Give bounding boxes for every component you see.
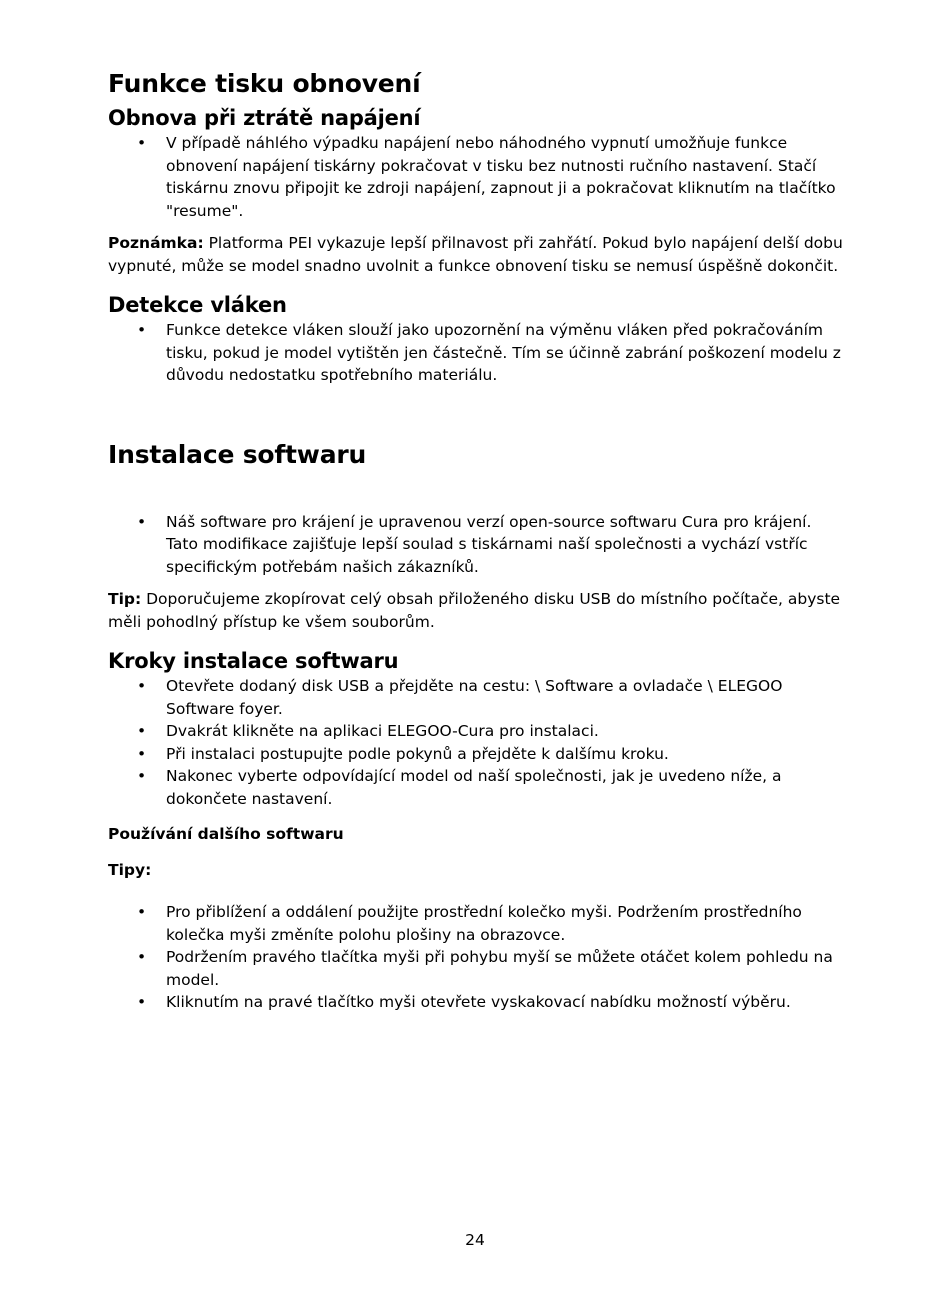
list-item: • Otevřete dodaný disk USB a přejděte na cestu: \ Software a ovladače \ ELEGOO Software foyer. <box>108 675 843 720</box>
software-list <box>108 511 843 579</box>
page-number: 24 <box>465 1231 485 1249</box>
subsection-title-filament: Detekce vláken <box>108 293 287 317</box>
subsection-title-power-loss: Obnova při ztrátě napájení <box>108 106 421 130</box>
list-item: • V případě náhlého výpadku napájení nebo náhodného vypnutí umožňuje funkce obnovení napájení tiskárny pokračovat v tisku bez nutnosti ručního nastavení. Stačí tiskárnu znovu připojit ke zdroji napájení, zapnout ji a pokračovat kliknutím na tlačítko "resume". <box>108 132 843 222</box>
tips-list <box>108 901 843 1014</box>
tip-text: Doporučujeme zkopírovat celý obsah přiloženého disku USB do místního počítače, abyste měli pohodlný přístup ke všem souborům. <box>108 590 841 631</box>
list-item: • Nakonec vyberte odpovídající model od naší společnosti, jak je uvedeno níže, a dokončete nastavení. <box>108 765 843 810</box>
list-item: • Dvakrát klikněte na aplikaci ELEGOO-Cura pro instalaci. <box>108 720 843 743</box>
power-loss-list <box>108 132 843 222</box>
page-content <box>108 68 843 1014</box>
note-label: Poznámka: <box>108 234 204 252</box>
list-item: • Náš software pro krájení je upravenou verzí open-source softwaru Cura pro krájení. Tato modifikace zajišťuje lepší soulad s tiskárnami naší společnosti a vychází vstříc specifickým potřebám našich zákazníků. <box>108 511 843 579</box>
note-text: Platforma PEI vykazuje lepší přilnavost při zahřátí. Pokud bylo napájení delší dobu vypnuté, může se model snadno uvolnit a funkce obnovení tisku se nemusí úspěšně dokončit. <box>108 234 843 275</box>
section-title-software: Instalace softwaru <box>108 439 367 469</box>
list-item: • Při instalaci postupujte podle pokynů a přejděte k dalšímu kroku. <box>108 743 843 766</box>
note-paragraph <box>108 232 843 277</box>
tip-label: Tip: <box>108 590 142 608</box>
filament-list <box>108 319 843 387</box>
list-item: • Kliknutím na pravé tlačítko myši otevřete vyskakovací nabídku možností výběru. <box>108 991 843 1014</box>
list-item: • Funkce detekce vláken slouží jako upozornění na výměnu vláken před pokračováním tisku, pokud je model vytištěn jen částečně. Tím se účinně zabrání poškození modelu z důvodu nedostatku spotřebního materiálu. <box>108 319 843 387</box>
subsection-title-other-software: Používání dalšího softwaru <box>108 825 344 843</box>
subsection-title-install-steps: Kroky instalace softwaru <box>108 649 399 673</box>
section-title-recovery: Funkce tisku obnovení <box>108 69 421 98</box>
tips-label: Tipy: <box>108 861 152 879</box>
list-item: • Podržením pravého tlačítka myši při pohybu myší se můžete otáčet kolem pohledu na model. <box>108 946 843 991</box>
tip-paragraph <box>108 588 843 633</box>
install-steps-list <box>108 675 843 810</box>
list-item: • Pro přiblížení a oddálení použijte prostřední kolečko myši. Podržením prostředního kolečka myši změníte polohu plošiny na obrazovce. <box>108 901 843 946</box>
